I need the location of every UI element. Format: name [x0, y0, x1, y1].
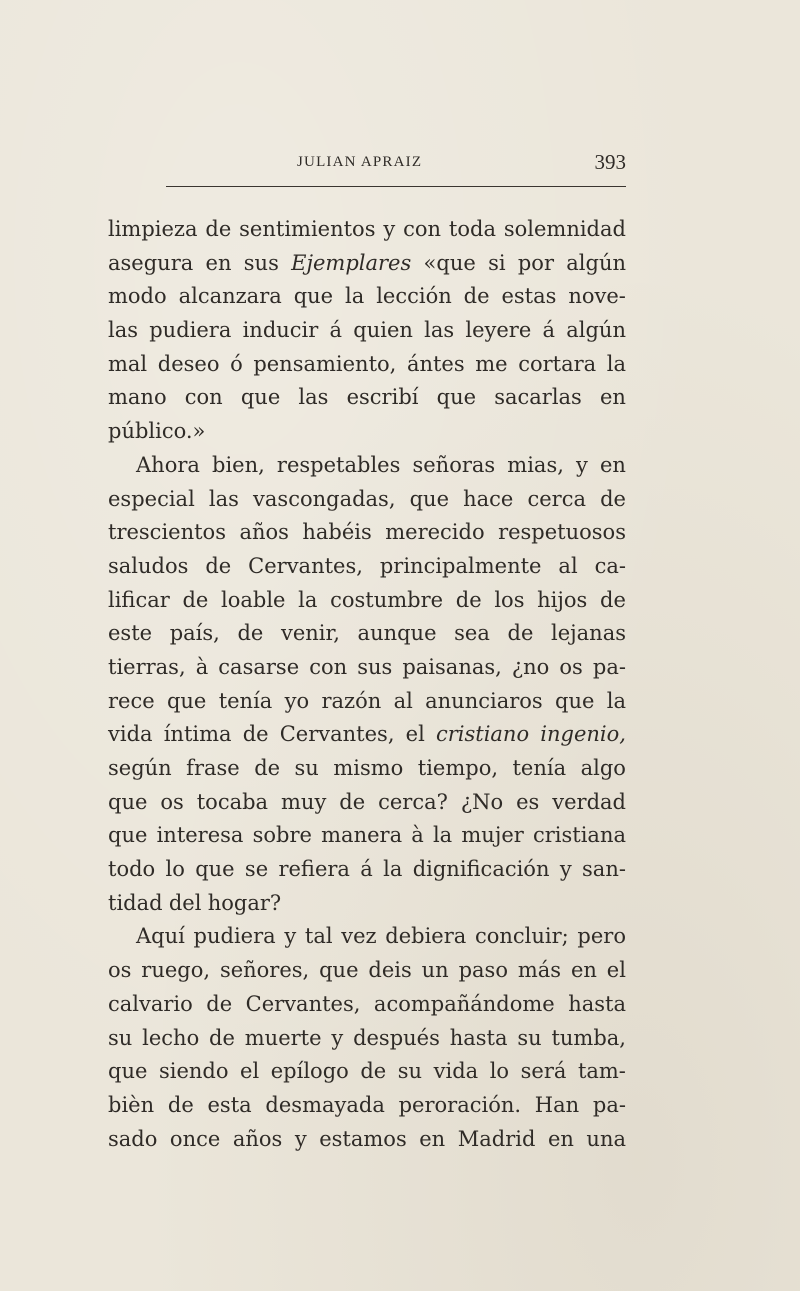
word: de — [206, 991, 233, 1016]
word: toda — [448, 217, 496, 241]
word: escribí — [346, 385, 419, 410]
word: sentimientos — [239, 217, 376, 241]
word: deis — [368, 958, 412, 983]
text-line — [108, 483, 626, 517]
word: cristiano — [435, 722, 530, 747]
word: «que — [423, 250, 476, 275]
text-line — [108, 314, 626, 348]
word: algún — [566, 318, 626, 343]
word: que — [555, 688, 595, 713]
word: después — [353, 1025, 440, 1050]
word: solemnidad — [503, 217, 626, 241]
word: la — [345, 284, 365, 309]
word: casarse — [218, 654, 300, 679]
word: de — [237, 621, 264, 646]
running-head — [108, 150, 626, 176]
word: loable — [221, 587, 286, 612]
text-line — [108, 988, 626, 1022]
word: principalmente — [379, 553, 542, 578]
word: cerca? — [378, 789, 448, 814]
word: vascongadas, — [253, 486, 396, 511]
word: la — [606, 351, 626, 376]
word: años — [232, 1126, 283, 1151]
word: mujer — [461, 823, 524, 848]
text-line — [108, 516, 626, 550]
word: años — [239, 520, 289, 545]
word: que — [319, 958, 359, 983]
word: las — [208, 486, 239, 511]
word: Cervantes, — [245, 991, 361, 1016]
word: vez — [341, 924, 377, 949]
text-line — [108, 280, 626, 314]
word: Madrid — [457, 1126, 536, 1151]
word: leyere — [465, 318, 532, 343]
text-line — [108, 415, 626, 449]
word: mano — [108, 385, 167, 410]
word: trescientos — [108, 520, 226, 545]
word: anunciaros — [425, 688, 543, 713]
word: de — [254, 756, 281, 780]
word: á — [542, 318, 556, 343]
word: el — [606, 958, 626, 983]
text-line — [108, 819, 626, 853]
word: de — [167, 1092, 194, 1117]
word: saludos — [108, 553, 189, 578]
text-line — [108, 550, 626, 584]
word: tenía — [218, 688, 273, 713]
header-rule — [166, 186, 626, 187]
word: mismo — [333, 756, 404, 780]
word: del — [168, 890, 202, 915]
word: á — [329, 318, 343, 343]
word: respetuosos — [498, 520, 626, 545]
word: en — [547, 1126, 574, 1151]
word: y — [284, 924, 297, 949]
word: quien — [353, 318, 413, 343]
word: Ahora — [136, 452, 200, 477]
word: que — [108, 1059, 148, 1084]
word: yo — [284, 688, 310, 713]
word: con — [309, 654, 348, 679]
word: es — [516, 789, 540, 814]
word: que — [108, 823, 148, 848]
word: pudiera — [193, 924, 276, 949]
word: en — [570, 958, 597, 983]
word: tiempo, — [417, 756, 499, 780]
word: ántes — [406, 351, 465, 376]
word: refiera — [278, 857, 350, 882]
word: según — [108, 756, 172, 780]
word: que — [436, 385, 477, 410]
word: tierras, — [108, 654, 186, 679]
word: con — [184, 385, 223, 410]
word: Cervantes, — [248, 553, 363, 578]
word: lección — [376, 284, 452, 309]
word: la — [298, 587, 318, 612]
word: rece — [108, 688, 155, 713]
word: su — [397, 1059, 423, 1084]
word: muy — [281, 789, 327, 814]
word: verdad — [552, 789, 626, 814]
word: de — [360, 1059, 387, 1084]
word: lecho — [142, 1025, 200, 1050]
word: muerte — [244, 1025, 322, 1050]
word: en — [419, 1126, 446, 1151]
word: razón — [321, 688, 382, 713]
word: respetables — [276, 452, 401, 477]
word: que — [409, 486, 450, 511]
word: pa- — [592, 1092, 626, 1117]
word: dignificación — [412, 857, 550, 882]
word: à — [411, 823, 424, 848]
word: nove- — [568, 284, 626, 309]
word: frase — [186, 756, 240, 780]
word: una — [586, 1126, 626, 1151]
text-line — [108, 1089, 626, 1123]
word: hijos — [537, 587, 588, 612]
word: hasta — [568, 991, 626, 1016]
word: os — [160, 789, 184, 814]
word: y — [294, 1126, 307, 1151]
word: ¿no — [511, 654, 550, 679]
word: y — [331, 1025, 344, 1050]
word: paisanas, — [402, 654, 502, 679]
word: especial — [108, 486, 195, 511]
page-number: 393 — [594, 150, 626, 174]
word: la — [606, 688, 626, 713]
word: de — [242, 722, 269, 747]
word: señoras — [412, 452, 496, 477]
word: vida — [108, 722, 153, 747]
word: lificar — [108, 587, 170, 612]
word: estas — [501, 284, 557, 309]
text-line — [108, 954, 626, 988]
word: vida — [433, 1059, 479, 1084]
word: lo — [165, 857, 185, 882]
word: ingenio, — [540, 722, 626, 747]
word: público.» — [108, 419, 206, 444]
word: que — [108, 789, 148, 814]
word: sus — [243, 250, 279, 275]
word: y — [559, 857, 572, 882]
word: de — [600, 486, 626, 511]
word: hace — [463, 486, 514, 511]
text-line — [108, 718, 626, 752]
word: lejanas — [551, 621, 626, 646]
word: epílogo — [270, 1059, 349, 1084]
text-line — [108, 584, 626, 618]
word: este — [108, 621, 153, 646]
word: estamos — [319, 1126, 407, 1151]
word: será — [520, 1059, 567, 1084]
word: limpieza — [108, 217, 198, 241]
word: en — [205, 250, 232, 275]
word: aunque — [357, 621, 437, 646]
word: bien, — [212, 452, 265, 477]
word: al — [393, 688, 413, 713]
word: tumba, — [551, 1025, 626, 1050]
text-body — [108, 213, 626, 1156]
word: las — [298, 385, 329, 410]
text-line — [108, 1123, 626, 1157]
word: el — [240, 1059, 260, 1084]
word: pudiera — [149, 318, 232, 343]
word: hasta — [449, 1025, 508, 1050]
word: os — [559, 654, 583, 679]
word: que — [195, 857, 235, 882]
word: de — [205, 553, 232, 578]
word: tidad — [108, 890, 163, 915]
word: en — [600, 452, 626, 477]
word: inducir — [242, 318, 319, 343]
word: me — [475, 351, 508, 376]
word: su — [517, 1025, 542, 1050]
word: señores, — [219, 958, 310, 983]
word: sus — [357, 654, 393, 679]
word: que — [293, 284, 334, 309]
word: pa- — [592, 654, 626, 679]
text-line — [108, 1022, 626, 1056]
word: de — [209, 1025, 235, 1050]
word: ruego, — [141, 958, 211, 983]
word: cristiana — [532, 823, 626, 848]
word: costumbre — [330, 587, 444, 612]
word: de — [205, 217, 232, 241]
word: al — [558, 553, 578, 578]
word: en — [600, 385, 626, 410]
word: calvario — [108, 991, 193, 1016]
word: íntima — [163, 722, 232, 747]
word: mal — [108, 351, 148, 376]
word: cerca — [527, 486, 586, 511]
text-line — [108, 1055, 626, 1089]
text-line — [108, 213, 626, 247]
word: Cervantes, — [279, 722, 395, 747]
word: interesa — [156, 823, 244, 848]
word: deseo — [157, 351, 220, 376]
word: Ejemplares — [291, 250, 412, 275]
word: que — [166, 688, 207, 713]
word: todo — [108, 857, 156, 882]
running-title: JULIAN APRAIZ — [297, 154, 423, 170]
word: Han — [534, 1092, 580, 1117]
word: lo — [489, 1059, 510, 1084]
word: los — [494, 587, 525, 612]
word: su — [294, 756, 319, 780]
word: que — [240, 385, 281, 410]
word: de — [507, 621, 534, 646]
word: cortara — [518, 351, 597, 376]
word: habéis — [302, 520, 372, 545]
word: tenía — [512, 756, 567, 780]
word: tam- — [577, 1059, 626, 1084]
word: paso — [458, 958, 508, 983]
word: las — [424, 318, 455, 343]
word: ¿No — [460, 789, 504, 814]
text-line — [108, 449, 626, 483]
word: más — [517, 958, 562, 983]
word: sobre — [252, 823, 312, 848]
word: se — [244, 857, 269, 882]
text-line — [108, 853, 626, 887]
word: por — [517, 250, 554, 275]
word: sea — [454, 621, 490, 646]
word: hogar? — [207, 890, 282, 915]
word: Aquí — [136, 924, 185, 949]
word: venir, — [280, 621, 340, 646]
word: tal — [304, 924, 333, 949]
word: con — [403, 217, 442, 241]
text-line — [108, 381, 626, 415]
word: esta — [207, 1092, 252, 1117]
word: modo — [108, 284, 167, 309]
word: pensamiento, — [253, 351, 397, 376]
word: algo — [580, 756, 626, 780]
word: concluir; — [474, 924, 569, 949]
word: siendo — [158, 1059, 229, 1084]
word: desmayada — [265, 1092, 385, 1117]
word: la — [383, 857, 403, 882]
word: ca- — [594, 553, 626, 578]
word: acompañándome — [373, 991, 555, 1016]
text-line — [108, 685, 626, 719]
text-line — [108, 617, 626, 651]
word: sacarlas — [494, 385, 582, 410]
word: país, — [169, 621, 220, 646]
word: de — [455, 587, 482, 612]
text-line — [108, 752, 626, 786]
word: si — [488, 250, 506, 275]
word: sado — [108, 1126, 158, 1151]
word: á — [360, 857, 373, 882]
text-line — [108, 887, 626, 921]
word: y — [576, 452, 588, 477]
word: de — [600, 587, 626, 612]
word: un — [421, 958, 449, 983]
word: de — [182, 587, 209, 612]
word: manera — [321, 823, 403, 848]
word: once — [169, 1126, 221, 1151]
word: de — [339, 789, 366, 814]
text-line — [108, 348, 626, 382]
word: su — [108, 1025, 133, 1050]
word: alcanzara — [178, 284, 282, 309]
text-line — [108, 247, 626, 281]
word: mias, — [507, 452, 564, 477]
word: bièn — [108, 1092, 155, 1117]
word: de — [463, 284, 490, 309]
text-line — [108, 651, 626, 685]
word: tocaba — [196, 789, 269, 814]
word: asegura — [108, 250, 194, 275]
word: san- — [582, 857, 626, 882]
word: las — [108, 318, 139, 343]
word: y — [383, 217, 396, 241]
word: os — [108, 958, 132, 983]
word: pero — [577, 924, 626, 949]
word: à — [195, 654, 209, 679]
word: merecido — [385, 520, 485, 545]
word: peroración. — [398, 1092, 522, 1117]
text-line — [108, 920, 626, 954]
word: algún — [566, 250, 626, 275]
word: la — [432, 823, 453, 848]
text-line — [108, 786, 626, 820]
word: ó — [230, 351, 243, 376]
word: el — [405, 722, 425, 747]
word: debiera — [385, 924, 467, 949]
